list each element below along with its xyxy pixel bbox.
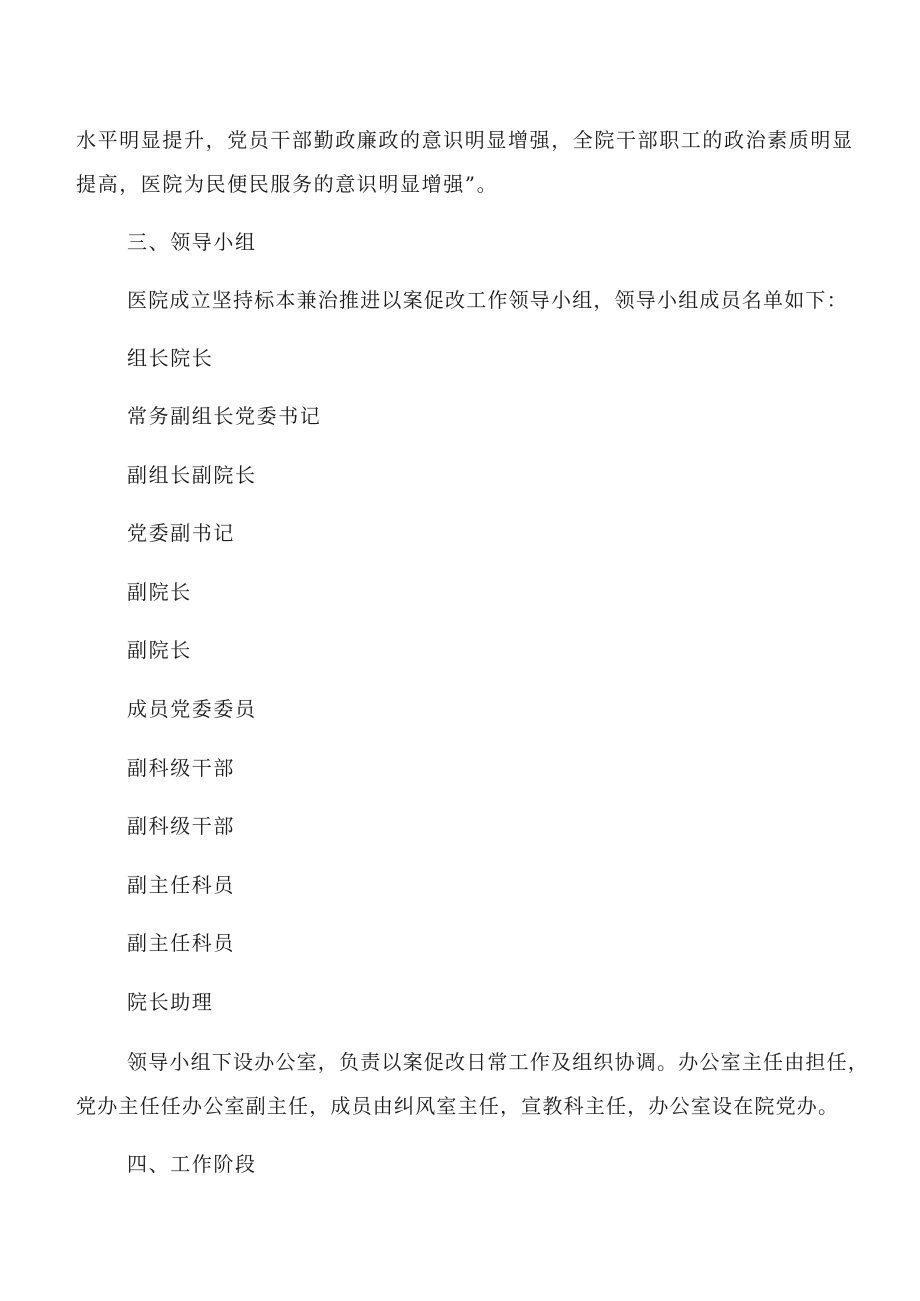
office-paragraph-line-2: 党办主任任办公室副主任，成员由纠风室主任，宣教科主任，办公室设在院党办。 xyxy=(76,1094,840,1118)
leadership-intro-paragraph: 医院成立坚持标本兼治推进以案促改工作领导小组，领导小组成员名单如下： xyxy=(127,288,848,312)
section-heading-leadership-group: 三、领导小组 xyxy=(127,230,257,254)
member-line: 副主任科员 xyxy=(127,873,235,897)
member-line: 常务副组长党委书记 xyxy=(127,404,322,428)
intro-paragraph-line-2: 提高，医院为民便民服务的意识明显增强”。 xyxy=(76,172,499,196)
member-line: 副院长 xyxy=(127,580,192,604)
office-paragraph-line-1: 领导小组下设办公室，负责以案促改日常工作及组织协调。办公室主任由担任， xyxy=(127,1050,869,1074)
member-line: 副院长 xyxy=(127,638,192,662)
member-line: 组长院长 xyxy=(127,346,214,370)
member-line: 成员党委委员 xyxy=(127,697,257,721)
intro-paragraph-line-1: 水平明显提升，党员干部勤政廉政的意识明显增强，全院干部职工的政治素质明显 xyxy=(76,128,854,152)
member-line: 副科级干部 xyxy=(127,814,235,838)
section-heading-work-stages: 四、工作阶段 xyxy=(127,1152,257,1176)
member-line: 副主任科员 xyxy=(127,931,235,955)
member-line: 院长助理 xyxy=(127,990,214,1014)
member-line: 党委副书记 xyxy=(127,521,235,545)
member-line: 副组长副院长 xyxy=(127,463,257,487)
member-line: 副科级干部 xyxy=(127,756,235,780)
